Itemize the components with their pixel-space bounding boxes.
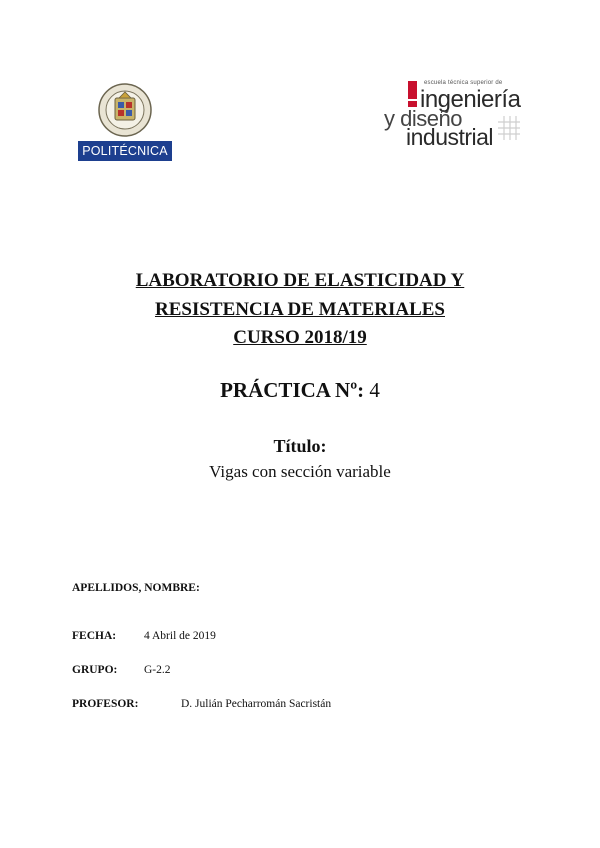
practica-row <box>0 378 600 403</box>
profesor-label: PROFESOR: <box>72 698 139 710</box>
fecha-value: 4 Abril de 2019 <box>144 630 216 642</box>
heading-line-3: CURSO 2018/19 <box>233 327 367 348</box>
profesor-value: D. Julián Pecharromán Sacristán <box>181 698 332 710</box>
apellidos-label: APELLIDOS, NOMBRE: <box>72 582 200 594</box>
grupo-label: GRUPO: <box>72 664 118 676</box>
titulo-value: Vigas con sección variable <box>209 462 391 481</box>
practica-label: PRÁCTICA Nº: <box>220 378 365 402</box>
heading-line-2: RESISTENCIA DE MATERIALES <box>154 299 445 320</box>
etsidi-subtitle: escuela técnica superior de <box>424 80 503 86</box>
politecnica-label: POLITÉCNICA <box>82 144 168 158</box>
etsidi-line-industrial: industrial <box>406 124 494 150</box>
practica-number: 4 <box>369 378 380 402</box>
etsidi-logo <box>380 78 530 150</box>
upm-logo <box>78 82 172 162</box>
fecha-label: FECHA: <box>72 630 117 642</box>
university-seal-icon <box>97 82 153 138</box>
titulo-label: Título: <box>273 436 327 456</box>
etsidi-line-diseno: y diseño <box>384 106 462 131</box>
politecnica-band <box>78 141 172 161</box>
grupo-value: G-2.2 <box>144 664 171 676</box>
etsidi-line-ingenieria: ingeniería <box>420 86 521 113</box>
heading-line-1: LABORATORIO DE ELASTICIDAD Y <box>135 270 465 291</box>
